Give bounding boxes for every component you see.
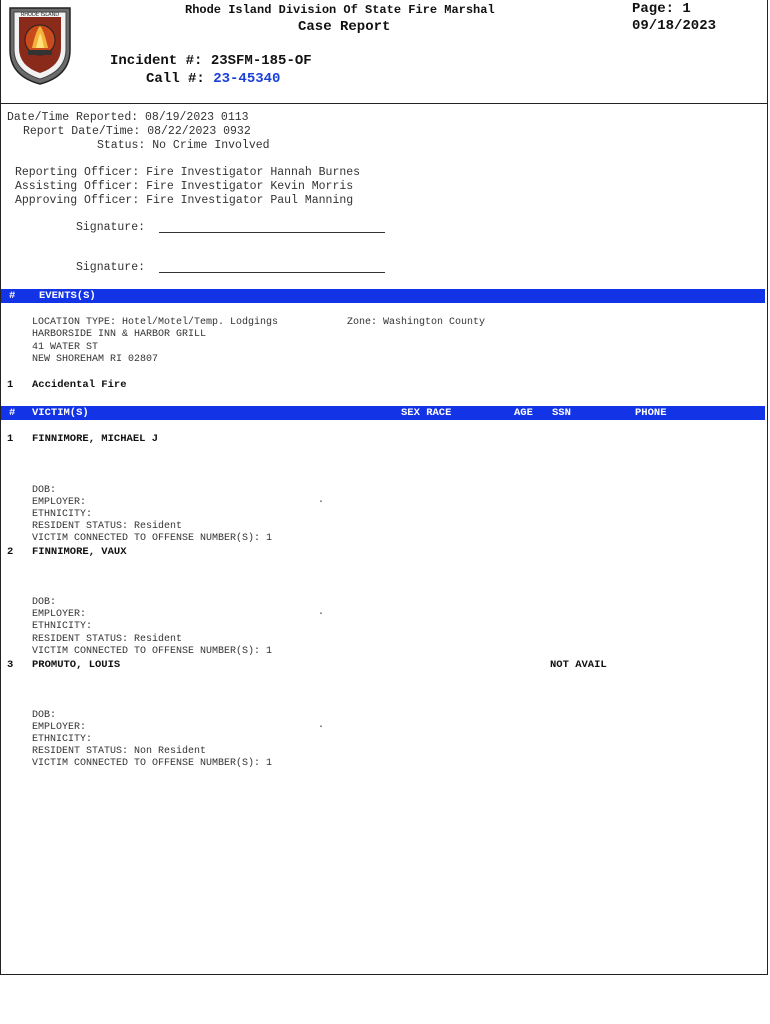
location-type: LOCATION TYPE: Hotel/Motel/Temp. Lodgings: [32, 317, 279, 328]
events-header-bar: [1, 289, 765, 303]
incident-value: 23SFM-185-OF: [210, 53, 312, 69]
victim-name: PROMUTO, LOUIS: [32, 659, 121, 671]
col-age: AGE: [514, 407, 533, 419]
victims-heading: VICTIM(S): [32, 407, 89, 419]
address-line-2: 41 WATER ST: [32, 342, 99, 353]
reporting-officer: Reporting Officer: Fire Investigator Hannah Burnes: [15, 166, 361, 179]
svg-text:RHODE ISLAND: RHODE ISLAND: [20, 12, 60, 18]
report-date: Report Date/Time: 08/22/2023 0932: [23, 125, 251, 138]
victim-employer-dot: .: [318, 607, 325, 618]
incident-number: [110, 53, 312, 69]
victim-ethnicity: ETHNICITY:: [32, 734, 93, 745]
victims-col-num: #: [9, 407, 16, 419]
victims-header-bar: [1, 406, 765, 420]
event-number: 1: [7, 379, 14, 391]
header-divider: [1, 103, 767, 104]
victim-resident-status: RESIDENT STATUS: Resident: [32, 521, 183, 532]
date-reported: Date/Time Reported: 08/19/2023 0113: [7, 111, 249, 124]
approving-officer: Approving Officer: Fire Investigator Paul Manning: [15, 194, 354, 207]
victim-number: 2: [7, 546, 14, 558]
victim-number: 1: [7, 433, 14, 445]
address-line-1: HARBORSIDE INN & HARBOR GRILL: [32, 329, 207, 340]
events-heading: EVENTS(S): [39, 290, 96, 302]
incident-label: Incident #:: [110, 53, 203, 69]
victim-dob: DOB:: [32, 597, 57, 608]
call-number: [146, 71, 280, 87]
call-value: 23-45340: [213, 71, 281, 87]
victim-number: 3: [7, 659, 14, 671]
call-label: Call #:: [146, 71, 205, 87]
org-name: Rhode Island Division Of State Fire Marshal: [185, 3, 495, 17]
signature-line-2: [159, 272, 385, 273]
victim-employer: EMPLOYER:: [32, 497, 87, 508]
zone: Zone: Washington County: [347, 317, 486, 328]
event-name: Accidental Fire: [32, 379, 127, 391]
col-ssn: SSN: [552, 407, 571, 419]
assisting-officer: Assisting Officer: Fire Investigator Kevin Morris: [15, 180, 354, 193]
print-date: 09/18/2023: [632, 18, 717, 34]
victim-ethnicity: ETHNICITY:: [32, 621, 93, 632]
status: Status: No Crime Involved: [97, 139, 270, 152]
signature-line-1: [159, 232, 385, 233]
victim-ssn: NOT AVAIL: [550, 659, 607, 671]
victim-ethnicity: ETHNICITY:: [32, 509, 93, 520]
victim-employer: EMPLOYER:: [32, 609, 87, 620]
fire-marshal-seal-icon: [6, 2, 74, 86]
col-sex-race: SEX RACE: [401, 407, 452, 419]
victim-resident-status: RESIDENT STATUS: Resident: [32, 634, 183, 645]
victim-resident-status: RESIDENT STATUS: Non Resident: [32, 746, 207, 757]
victim-offense-link: VICTIM CONNECTED TO OFFENSE NUMBER(S): 1: [32, 533, 273, 544]
victim-employer-dot: .: [318, 495, 325, 506]
page-number: Page: 1: [632, 1, 691, 17]
report-type: Case Report: [298, 19, 391, 35]
victim-name: FINNIMORE, MICHAEL J: [32, 433, 159, 445]
victim-name: FINNIMORE, VAUX: [32, 546, 127, 558]
signature-label-2: Signature:: [76, 261, 146, 274]
victim-employer-dot: .: [318, 720, 325, 731]
victim-offense-link: VICTIM CONNECTED TO OFFENSE NUMBER(S): 1: [32, 758, 273, 769]
address-line-3: NEW SHOREHAM RI 02807: [32, 354, 159, 365]
victim-offense-link: VICTIM CONNECTED TO OFFENSE NUMBER(S): 1: [32, 646, 273, 657]
victim-dob: DOB:: [32, 485, 57, 496]
victim-dob: DOB:: [32, 710, 57, 721]
victim-employer: EMPLOYER:: [32, 722, 87, 733]
signature-label-1: Signature:: [76, 221, 146, 234]
col-phone: PHONE: [635, 407, 667, 419]
events-col-num: #: [9, 290, 16, 302]
